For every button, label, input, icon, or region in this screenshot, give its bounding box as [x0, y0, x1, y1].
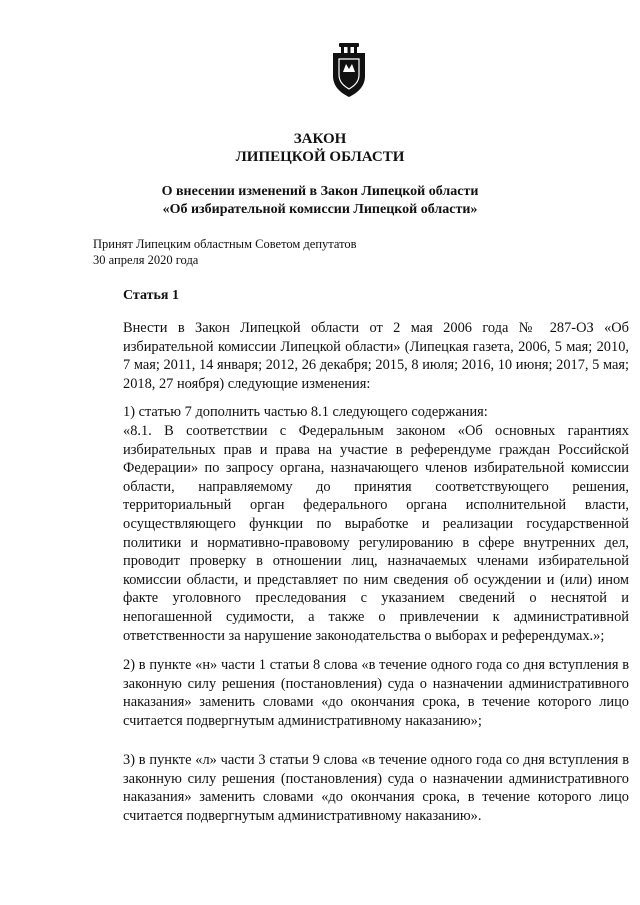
amendment-item-1-quote: «8.1. В соответствии с Федеральным законом «Об основных гарантиях избирательных прав и права на участие в референдуме граждан Российской Федерации» по запросу органа, назначающего членов избирательной комиссии области, направляемому до принятия соответствующего решения, территориальный орган федерального органа исполнительной власти, осуществляющего функции по выработке и реализации государственной политики и нормативно-правовому регулированию в сфере внутренних дел, проводит проверку в отношении лиц, назначаемых членами избирательной комиссии области, и представляет по ним сведения об осуждении и (или) ином факте уголовного преследования с указанием сведений о неснятой и непогашенной судимости, а также о привлечении к административной ответственности за нарушение законодательства о выборах и референдумах.»;: [123, 423, 629, 644]
law-region: ЛИПЕЦКОЙ ОБЛАСТИ: [235, 149, 405, 165]
law-subject-line1: О внесении изменений в Закон Липецкой области: [161, 184, 479, 199]
amendment-item-3: 3) в пункте «л» части 3 статьи 9 слова «в течение одного года со дня вступления в законную силу решения (постановления) суда о назначении административного наказания» заменить словами «до окончания срока, в течение которого лицо считается подвергнутым административному наказанию».: [123, 752, 629, 824]
adopted-date: 30 апреля 2020 года: [93, 253, 199, 267]
amendment-item-1-lead: 1) статью 7 дополнить частью 8.1 следующего содержания:: [123, 404, 488, 420]
law-title: ЗАКОН: [293, 131, 347, 147]
article-intro-paragraph: Внести в Закон Липецкой области от 2 мая 2006 года № 287-ОЗ «Об избирательной комиссии Липецкой области» (Липецкая газета, 2006, 5 мая; 2010, 7 мая; 2011, 14 января; 2012, 26 декабря; 2015, 8 июля; 2016, 10 июня; 2017, 5 мая; 2018, 27 ноября) следующие изменения:: [123, 320, 629, 392]
adopted-by: Принят Липецким областным Советом депутатов: [93, 237, 357, 251]
amendment-item-2: 2) в пункте «н» части 1 статьи 8 слова «в течение одного года со дня вступления в законную силу решения (постановления) суда о назначении административного наказания» заменить словами «до окончания срока, в течение которого лицо считается подвергнутым административному наказанию»;: [123, 657, 629, 729]
coat-of-arms-icon: [326, 42, 372, 98]
law-subject-line2: «Об избирательной комиссии Липецкой области»: [162, 202, 478, 217]
article-heading: Статья 1: [123, 288, 179, 303]
